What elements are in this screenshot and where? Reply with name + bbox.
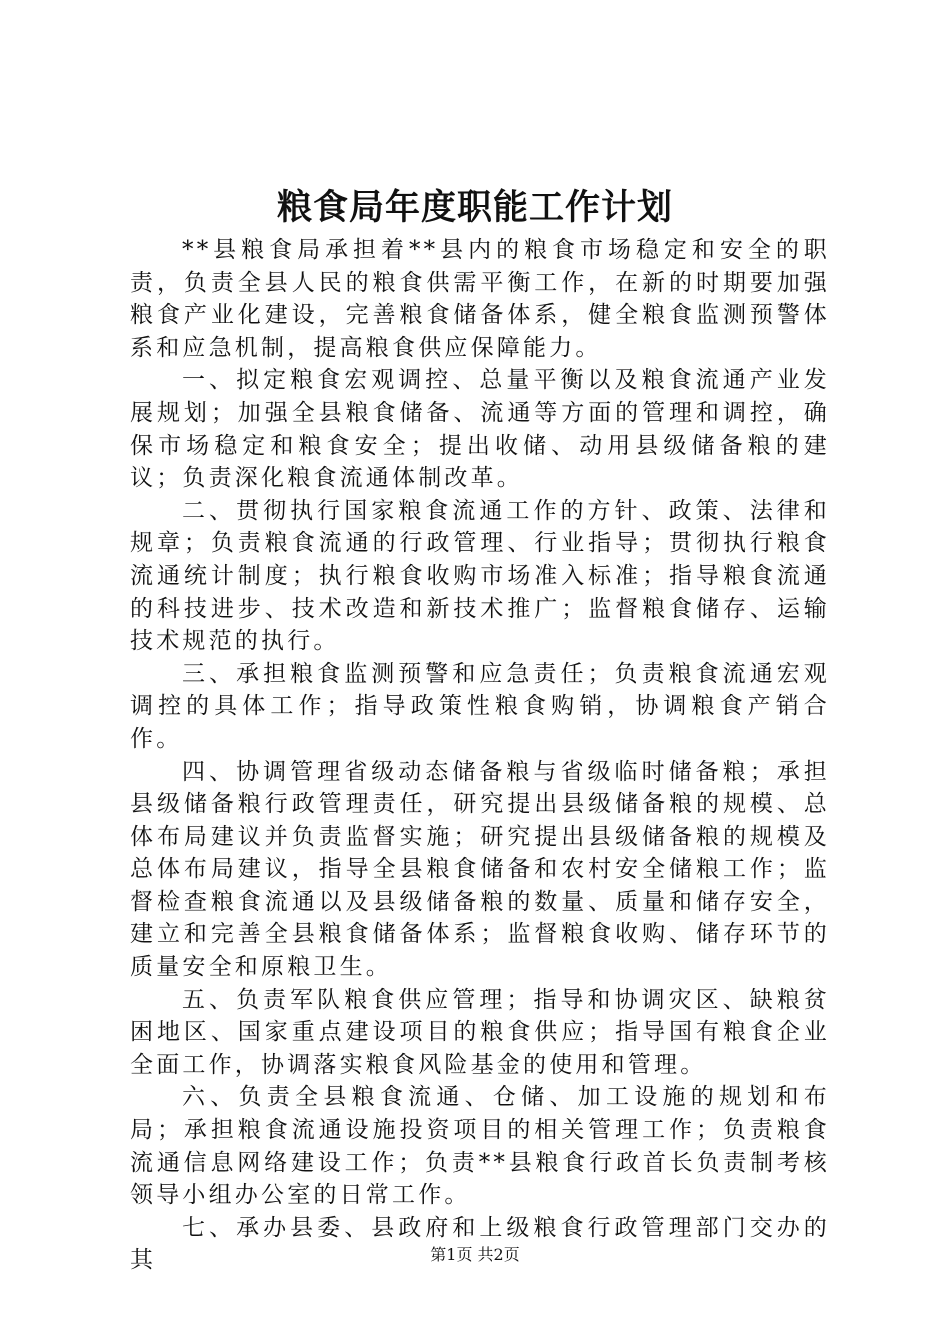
paragraph-item-2: 二、贯彻执行国家粮食流通工作的方针、政策、法律和规章；负责粮食流通的行政管理、行业指导；贯彻执行粮食流通统计制度；执行粮食收购市场准入标准；指导粮食流通的科技进步、技术改造和新技术推广；监督粮食储存、运输技术规范的执行。	[130, 497, 830, 655]
paragraph-item-7: 七、承办县委、县政府和上级粮食行政管理部门交办的其	[130, 1214, 830, 1274]
paragraph-item-5: 五、负责军队粮食供应管理；指导和协调灾区、缺粮贫困地区、国家重点建设项目的粮食供应；指导国有粮食企业全面工作，协调落实粮食风险基金的使用和管理。	[130, 986, 830, 1078]
paragraph-item-3: 三、承担粮食监测预警和应急责任；负责粮食流通宏观调控的具体工作；指导政策性粮食购销，协调粮食产销合作。	[130, 660, 830, 752]
page-number-footer: 第1页 共2页	[430, 1245, 520, 1264]
paragraph-intro: **县粮食局承担着**县内的粮食市场稳定和安全的职责，负责全县人民的粮食供需平衡工作，在新的时期要加强粮食产业化建设，完善粮食储备体系，健全粮食监测预警体系和应急机制，提高粮食供应保障能力。	[130, 237, 830, 361]
page-title: 粮食局年度职能工作计划	[276, 187, 673, 228]
paragraph-item-6: 六、负责全县粮食流通、仓储、加工设施的规划和布局；承担粮食流通设施投资项目的相关管理工作；负责粮食流通信息网络建设工作；负责**县粮食行政首长负责制考核领导小组办公室的日常工作。	[130, 1084, 830, 1209]
document-body	[130, 234, 830, 1277]
paragraph-item-4: 四、协调管理省级动态储备粮与省级临时储备粮；承担县级储备粮行政管理责任，研究提出县级储备粮的规模、总体布局建议并负责监督实施；研究提出县级储备粮的规模及总体布局建议，指导全县粮食储备和农村安全储粮工作；监督检查粮食流通以及县级储备粮的数量、质量和储存安全，建立和完善全县粮食储备体系；监督粮食收购、储存环节的质量安全和原粮卫生。	[130, 758, 830, 981]
paragraph-item-1: 一、拟定粮食宏观调控、总量平衡以及粮食流通产业发展规划；加强全县粮食储备、流通等方面的管理和调控，确保市场稳定和粮食安全；提出收储、动用县级储备粮的建议；负责深化粮食流通体制改革。	[130, 367, 830, 492]
